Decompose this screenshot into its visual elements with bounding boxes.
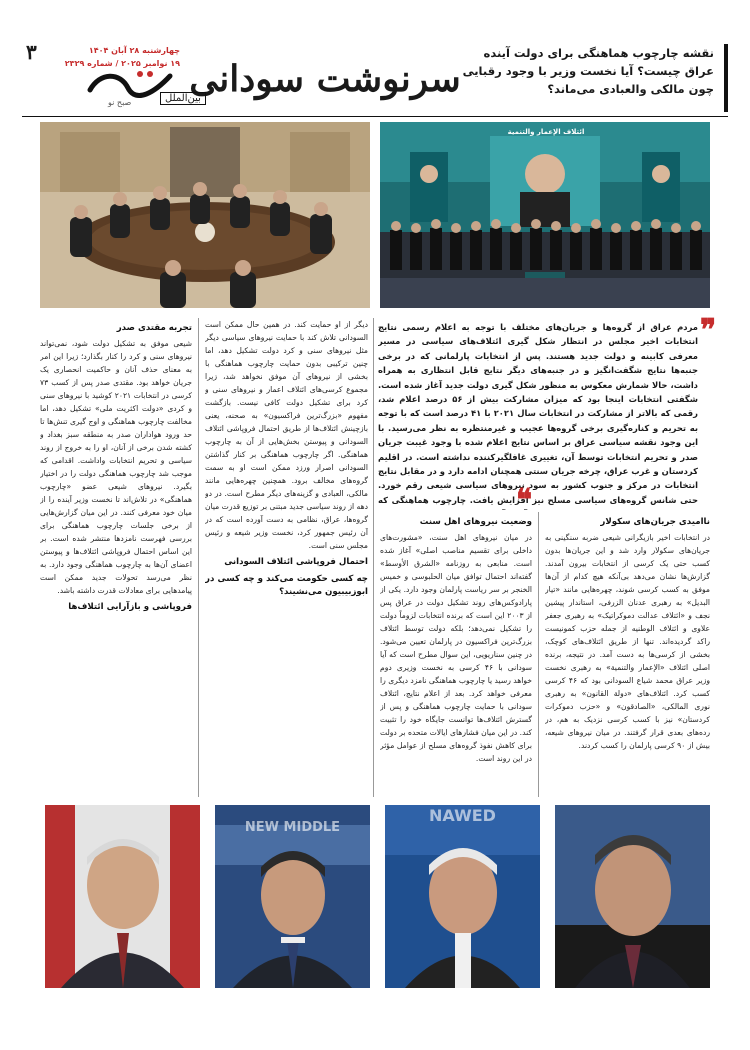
quote-close-icon: ❝ <box>516 483 533 518</box>
column-rule <box>198 318 199 797</box>
quote-open-icon: ❞ <box>700 313 717 348</box>
portrait-4 <box>45 805 200 988</box>
column-3-heading: احتمال فروپاشی ائتلاف السودانی <box>224 557 368 567</box>
column-4-heading-2: فروپاشی و بازآرایی ائتلاف‌ها <box>68 602 192 612</box>
lead-quote: مردم عراق از گروه‌ها و جریان‌های مختلف با توجه به اعلام رسمی نتایج انتخابات اخیر مجلس در انتظار شکل گیری ائتلاف‌های سیاسی در مسیر معرفی کابینه و دولت جدید هستند. پس از انتخابات پارلمانی که در برخی جنبه‌ها نتایج شگفت‌انگیز و در جنبه‌های دیگر نتایج قابل انتظاری به همراه داشت، حالا شمارش معکوس به منظور شکل گیری دولت جدید آغاز شده است. شگفتی انتخابات اینجا بود که میزان مشارکت بیش از ۵۶ درصد اعلام شد، رقمی که بالاتر از مشارکت در انتخابات سال ۲۰۲۱ با ۴۱ درصد است که با توجه به تحریم و کناره‌گیری برخی گروه‌ها عجیب و غیرمنتظره به نظر می‌رسید. با این وجود نقشه سیاسی عراق بر اساس نتایج اعلام شده با وجود غیبت جریان صدر و تحریم انتخابات توسط آن، تغییری غافلگیرکننده نداشته است. در اقلیم کردستان و غرب عراق، چرخه جریان سنتی همچنان ادامه دارد و در مقابل نتایج انتخابات در مرکز و جنوب کشور به سود نیروهای سیاسی شیعی رقم خورد. حتی شانس گروه‌های سیاسی مسلح نیز افزایش یافت. چارچوب هماهنگی که <box>378 322 698 505</box>
page-number: ۳ <box>26 40 37 64</box>
lead-headline: نقشه چارچوب هماهنگی برای دولت آینده عراق چیست؟ آیا نخست وزیر با وجود رقبایی چون مالکی والعبادی می‌ماند؟ <box>452 44 728 112</box>
column-4 <box>40 318 192 797</box>
meeting-photo <box>40 122 370 308</box>
column-rule <box>373 318 374 797</box>
brand-name: صبح نو <box>108 98 132 107</box>
column-2 <box>380 512 532 797</box>
section-label: بین‌الملل <box>160 92 206 105</box>
portrait-2-banner: NAWED <box>429 806 496 825</box>
column-3-heading-2: چه کسی حکومت می‌کند و چه کسی در ابوزبیبیون می‌نشیند؟ <box>205 574 368 597</box>
column-3-body: دیگر از او حمایت کند. در همین حال ممکن است السودانی تلاش کند با حمایت نیروهای سیاسی دیگر مثل نیروهای سنی و کرد دولت تشکیل دهد، اما چنین ترکیبی بدون حمایت چارچوب هماهنگی با بخشی از نیروهای آن موفق نخواهد شد، زیرا مجموع کرسی‌های ائتلاف اعمار و نیروهای سنی و کرد برای تشکیل دولت کافی نیست. بازگشت مفهوم «بزرگ‌ترین فراکسیون» به صحنه، یعنی بازچینش ائتلاف‌ها از طریق احتمال فروپاشی ائتلاف السودانی و پیوستن بخش‌هایی از آن به چارچوب هماهنگی. اگر چارچوب هماهنگی بر کنار گذاشتن السودانی اصرار ورزد ممکن است او به سمت گروه‌های مخالف برود. همچنین چهره‌هایی مانند مالکی، العبادی و گزینه‌های دیگر مطرح است. در دو دهه از روند سیاسی جدید مبتنی بر توزیع قدرت میان گروه‌ها، عراق، نظامی به دست آورده است که در آن رئیس جمهور کرد، نخست وزیر شیعه و رئیس مجلس سنی است. <box>205 320 368 550</box>
column-4-body: شیعی موفق به تشکیل دولت شود، نمی‌تواند نیروهای سنی و کرد را کنار بگذارد؛ زیرا این امر به معنای حذف آنان و حاکمیت انحصاری یک جریان خواهد بود. مقتدی صدر پس از کسب ۷۳ کرسی در انتخابات ۲۰۲۱ کوشید با نیروهای سنی و کردی «دولت اکثریت ملی» تشکیل دهد، اما مخالفت چارچوب هماهنگی و اوج گیری تنش‌ها تا حد ورود هواداران صدر به منطقه سبز بغداد و کشته شدن برخی از آنان، او را به خروج از روند سیاسی و تحریم انتخابات واداشت. اقدامی که موجب شد چارچوب هماهنگی دولت را در اختیار بگیرد. نیروهای شیعی عضو «چارچوب هماهنگی» در تلاش‌اند تا نخست وزیر آینده را از میان خود معرفی کنند. در این میان گزارش‌هایی از برخی جلسات چارچوب هماهنگی برای بررسی فهرست نامزدها منتشر شده است. بر این اساس احتمال فروپاشی ائتلاف‌ها و پیوستن اعضای آن‌ها به چارچوب هماهنگی وجود دارد. به نظر می‌رسد تحولات جدید ممکن است پیامدهایی برای معادلات قدرت داشته باشد. <box>40 339 192 595</box>
header-rule <box>22 116 728 117</box>
date-line-2: ۱۹ نوامبر ۲۰۲۵ / شماره ۲۳۲۹ <box>64 59 180 68</box>
column-4-heading: تجربه مقتدی صدر <box>116 323 192 333</box>
portrait-3-banner: NEW MIDDLE <box>244 820 341 835</box>
column-3 <box>205 318 368 797</box>
column-2-body: در میان نیروهای اهل سنت، «مشورت‌های داخلی برای تقسیم مناصب اصلی» آغاز شده است. منابعی به روزنامه «الشرق الأوسط» گفته‌اند احتمال توافق میان الحلبوسی و خمیس الخنجر بر سر ریاست پارلمان وجود دارد. یکی از پارادوکس‌های روند تشکیل دولت در عراق پس از ۲۰۰۳ این است که برنده انتخابات لزوماً دولت را تشکیل نمی‌دهد؛ بلکه دولت توسط ائتلاف بزرگ‌ترین فراکسیون در پارلمان تعیین می‌شود. در چنین سناریویی، این سوال مطرح است که آیا سودانی با ۴۶ کرسی به نخست وزیری دوم خواهد رسید یا چارچوب هماهنگی نامزد دیگری را معرفی خواهد کرد. بعد از اعلام نتایج، ائتلاف سودانی با حمایت چارچوب هماهنگی و پس از گسترش ائتلاف‌ها توانست جایگاه خود را تثبیت کند. در این میان فشارهای ایالات متحده بر دولت برای کاهش نفوذ گروه‌های مسلح از عوامل مؤثر در این روند است. <box>380 533 532 763</box>
page-title: سرنوشت سودانی <box>189 58 461 100</box>
column-rule <box>538 512 539 797</box>
column-1-body: در انتخابات اخیر بازیگرانی شیعی ضربه سنگینی به جریان‌های سکولار وارد شد و این جریان‌ها بدون کسب حتی یک کرسی از انتخابات بیرون آمدند. گزارش‌ها نشان می‌دهد بی‌آنکه هیچ کدام از آن‌ها موفق به کسب کرسی شوند، چهره‌هایی مانند «تیار البدیل» به رهبری عدنان الزرفی، استاندار پیشین نجف و «ائتلاف عدالت دموکراتیک» به رهبری جعفر علاوی و ائتلاف الوطنیه از جمله حزب کمونیست راکد گردیده‌اند. تنها از طریق ائتلاف‌های کوچک، بخشی از کرسی‌ها به دست آمد. در نتیجه، برنده اصلی ائتلاف «الإعمار والتنمیة» به رهبری نخست وزیر عراق محمد شیاع السودانی بود که ۴۶ کرسی کسب کرد. ائتلاف‌های «دولة القانون» به رهبری نوری المالکی، «الصادقون» و «حزب دموکرات کردستان» نیز با کسب کرسی نزدیک به هم، در رده‌های بعدی قرار گرفتند. در میان نیروهای شیعه، بیش از ۹۰ کرسی پارلمان را کسب کردند. <box>545 533 710 750</box>
portrait-2 <box>385 805 540 988</box>
date-line-1: چهارشنبه ۲۸ آبان ۱۴۰۴ <box>88 46 180 55</box>
portrait-1 <box>555 805 710 988</box>
stage-screen-text: ائتلاف الإعمار والتنمية <box>507 128 585 136</box>
stage-photo <box>380 122 710 308</box>
column-2-heading: وضعیت نیروهای اهل سنت <box>419 517 532 527</box>
column-1 <box>545 512 710 797</box>
column-1-heading: ناامیدی جریان‌های سکولار <box>600 517 710 527</box>
